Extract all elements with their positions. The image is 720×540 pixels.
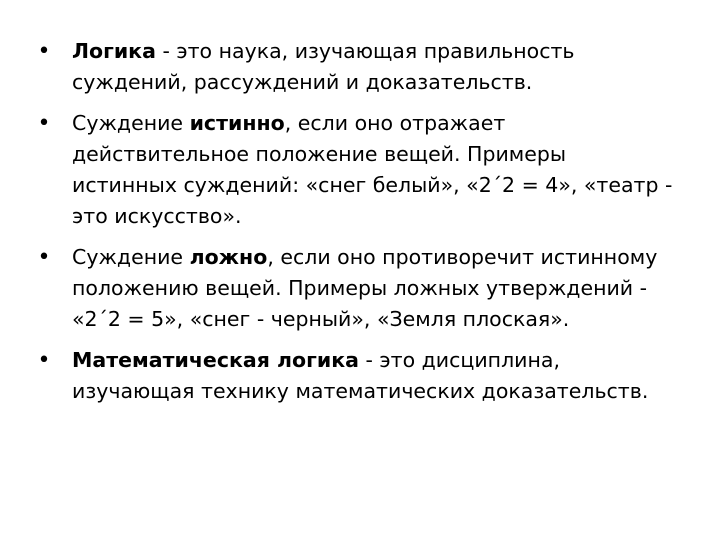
bullet-icon: • (37, 39, 51, 64)
bullet-item-logic (34, 36, 674, 98)
bullet-icon: • (37, 348, 51, 373)
bullet-list (34, 36, 674, 417)
term-logic: Логика (72, 39, 156, 63)
text-before-true: Суждение (72, 111, 190, 135)
bullet-item-false-judgment (34, 242, 674, 335)
bullet-icon: • (37, 245, 51, 270)
term-math-logic: Математическая логика (72, 348, 359, 372)
text-after-false: , если оно противоречит истинному положению вещей. Примеры ложных утверждений - «2´2 = 5», «снег - черный», «Земля плоская». (72, 245, 658, 331)
bullet-item-math-logic (34, 345, 674, 407)
text-after-true: , если оно отражает действительное положение вещей. Примеры истинных суждений: «снег белый», «2´2 = 4», «театр - это искусство». (72, 111, 673, 228)
definition-logic: - это наука, изучающая правильность суждений, рассуждений и доказательств. (72, 39, 575, 94)
term-true: истинно (189, 111, 285, 135)
bullet-item-true-judgment (34, 108, 674, 232)
text-before-false: Суждение (72, 245, 190, 269)
definition-math-logic: - это дисциплина, изучающая технику математических доказательств. (72, 348, 649, 403)
bullet-icon: • (37, 111, 51, 136)
term-false: ложно (189, 245, 268, 269)
